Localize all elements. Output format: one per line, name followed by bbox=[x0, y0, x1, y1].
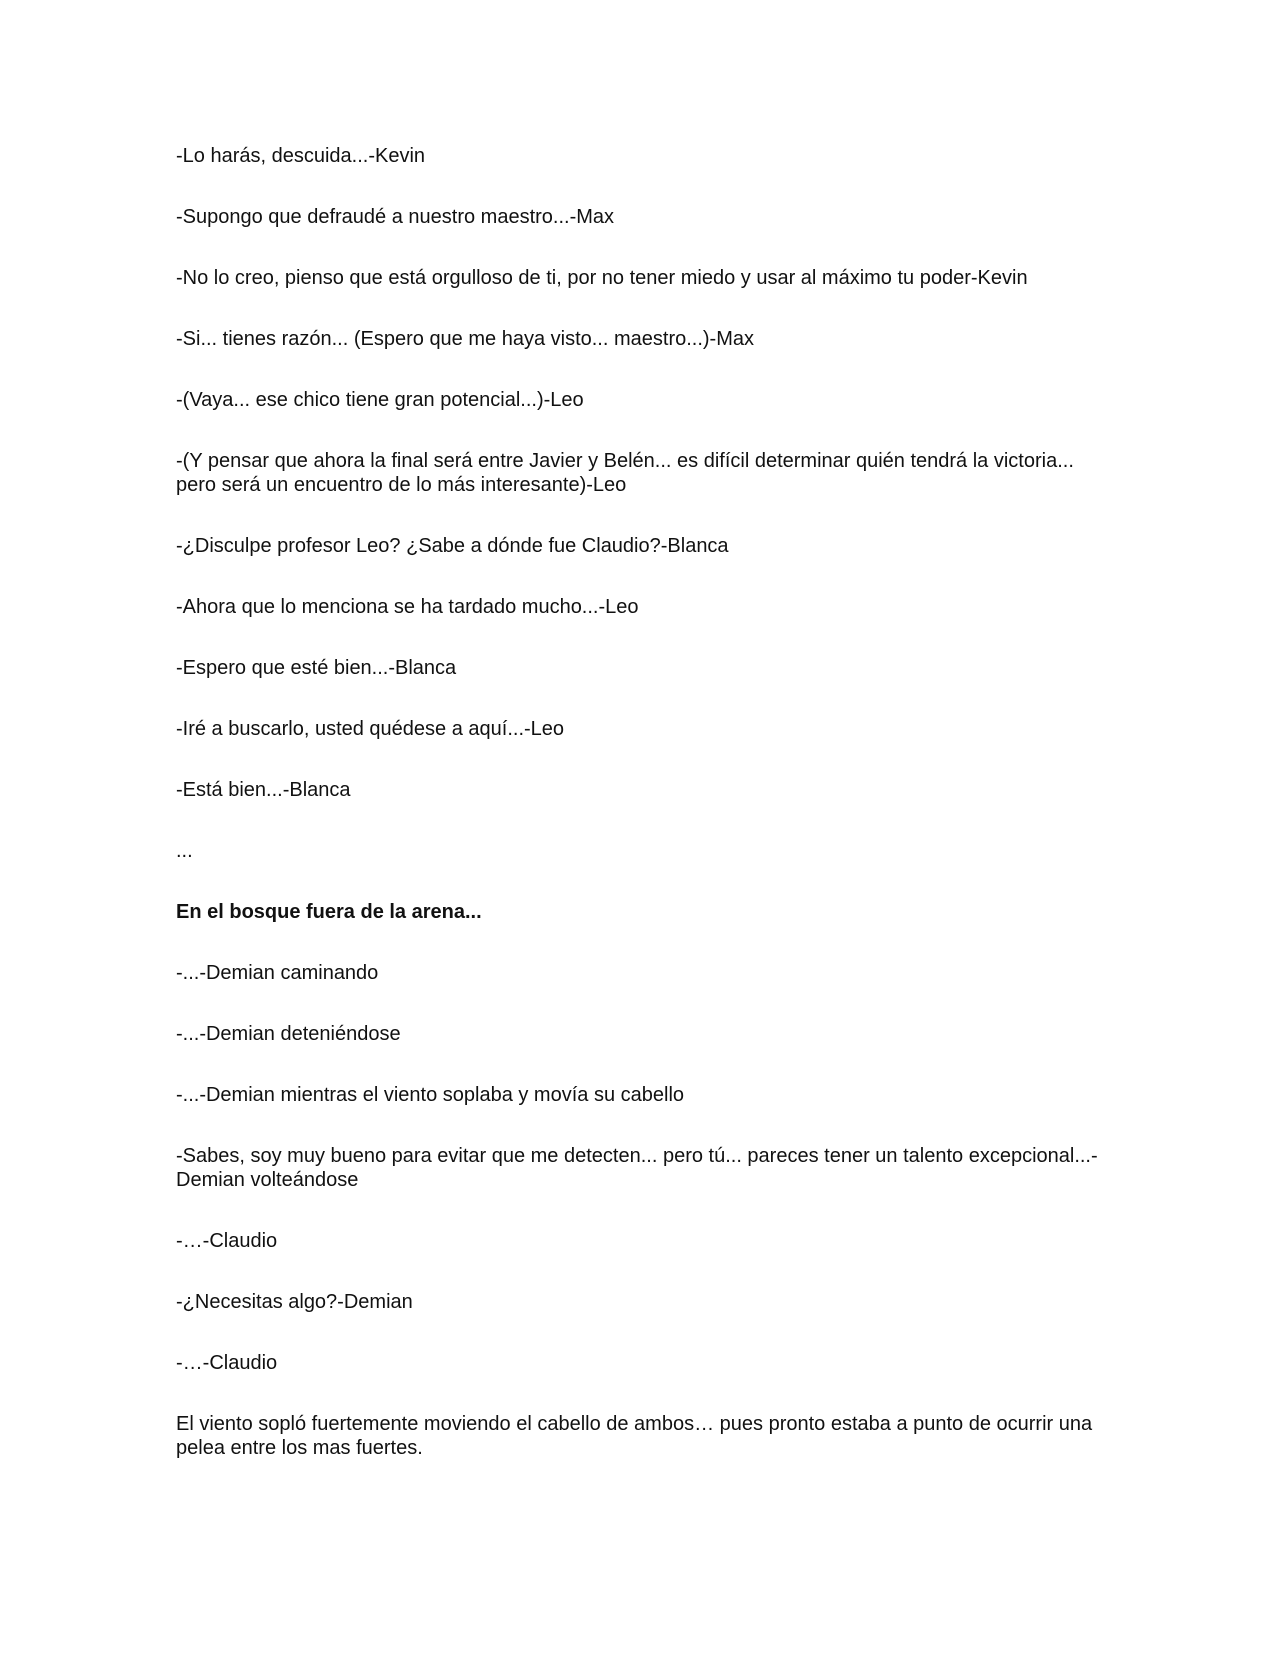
paragraph-7: -¿Disculpe profesor Leo? ¿Sabe a dónde fue Claudio?-Blanca bbox=[176, 535, 729, 557]
paragraph-18: -…-Claudio bbox=[176, 1230, 278, 1252]
paragraph-3: -No lo creo, pienso que está orgulloso de ti, por no tener miedo y usar al máximo tu poder-Kevin bbox=[176, 267, 1028, 289]
paragraph-9: -Espero que esté bien...-Blanca bbox=[176, 657, 457, 679]
paragraph-8: -Ahora que lo menciona se ha tardado mucho...-Leo bbox=[176, 596, 639, 618]
paragraph-17: -Sabes, soy muy bueno para evitar que me detecten... pero tú... pareces tener un talento excepcional...-Demian volteándose bbox=[176, 1145, 1098, 1191]
paragraph-6: -(Y pensar que ahora la final será entre Javier y Belén... es difícil determinar quién tendrá la victoria... pero será un encuentro de lo más interesante)-Leo bbox=[176, 450, 1074, 496]
paragraph-5: -(Vaya... ese chico tiene gran potencial...)-Leo bbox=[176, 389, 584, 411]
paragraph-4: -Si... tienes razón... (Espero que me haya visto... maestro...)-Max bbox=[176, 328, 754, 350]
paragraph-1: -Lo harás, descuida...-Kevin bbox=[176, 145, 426, 167]
paragraph-16: -...-Demian mientras el viento soplaba y movía su cabello bbox=[176, 1084, 685, 1106]
paragraph-19: -¿Necesitas algo?-Demian bbox=[176, 1291, 413, 1313]
scene-heading: En el bosque fuera de la arena... bbox=[176, 901, 482, 923]
paragraph-11: -Está bien...-Blanca bbox=[176, 779, 351, 801]
paragraph-15: -...-Demian deteniéndose bbox=[176, 1023, 401, 1045]
paragraph-10: -Iré a buscarlo, usted quédese a aquí...-Leo bbox=[176, 718, 565, 740]
paragraph-2: -Supongo que defraudé a nuestro maestro...-Max bbox=[176, 206, 615, 228]
document-body bbox=[176, 144, 1106, 1497]
paragraph-20: -…-Claudio bbox=[176, 1352, 278, 1374]
paragraph-21: El viento sopló fuertemente moviendo el cabello de ambos… pues pronto estaba a punto de ocurrir una pelea entre los mas fuertes. bbox=[176, 1413, 1093, 1459]
scene-break: ... bbox=[176, 840, 193, 862]
paragraph-14: -...-Demian caminando bbox=[176, 962, 379, 984]
